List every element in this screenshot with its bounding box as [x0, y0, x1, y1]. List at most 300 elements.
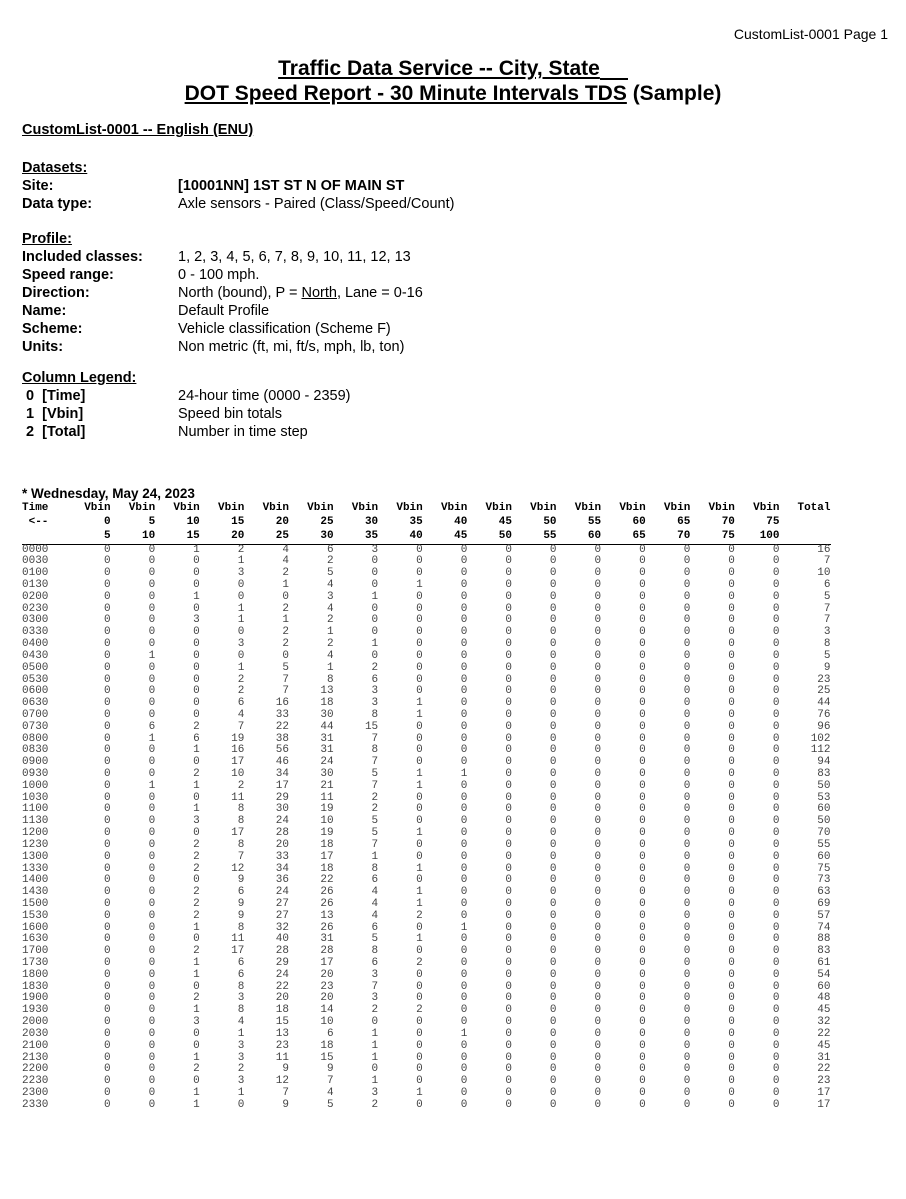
vbin-cell: 0 [505, 1004, 512, 1017]
vbin-cell: 33 [275, 708, 289, 721]
vbin-cell: 0 [416, 1075, 423, 1088]
time-cell: 1900 [22, 992, 49, 1005]
vbin-cell: 16 [275, 697, 289, 710]
vbin-cell: 3 [371, 968, 379, 981]
vbin-cell: 1 [148, 649, 156, 662]
vbin-cell: 0 [728, 980, 735, 993]
vbin-cell: 1 [371, 1039, 379, 1052]
vbin-cell: 2 [237, 685, 245, 698]
vbin-cell: 5 [282, 661, 289, 674]
vbin-cell: 0 [460, 1075, 468, 1088]
time-cell: 1500 [22, 897, 49, 910]
vbin-cell: 0 [728, 590, 735, 603]
vbin-cell: 0 [460, 567, 468, 580]
vbin-cell: 0 [549, 779, 557, 792]
vbin-cell: 0 [639, 1039, 646, 1052]
vbin-cell: 0 [594, 827, 602, 840]
vbin-cell: 0 [594, 661, 602, 674]
vbin-cell: 0 [148, 1086, 156, 1099]
time-cell: 1930 [22, 1004, 49, 1017]
vbin-cell: 0 [193, 791, 200, 804]
vbin-cell: 4 [282, 555, 289, 568]
vbin-cell: 0 [683, 897, 691, 910]
vbin-cell: 0 [103, 803, 111, 816]
vbin-cell: 0 [772, 768, 780, 781]
vbin-cell: 0 [639, 850, 646, 863]
vbin-cell: 0 [683, 992, 691, 1005]
vbin-cell: 20 [320, 968, 334, 981]
vbin-cell: 0 [594, 992, 602, 1005]
vbin-cell: 11 [231, 933, 245, 946]
vbin-cell: 0 [683, 638, 691, 651]
vbin-cell: 33 [275, 850, 289, 863]
vbin-cell: 40 [275, 933, 289, 946]
vbin-cell: 8 [237, 838, 245, 851]
vbin-cell: 7 [237, 850, 245, 863]
vbin-cell: 0 [416, 626, 423, 639]
vbin-header: Vbin [440, 502, 468, 514]
time-cell: 1600 [22, 921, 49, 934]
vbin-cell: 0 [505, 661, 512, 674]
vbin-cell: 0 [460, 1039, 468, 1052]
vbin-cell: 7 [282, 673, 289, 686]
vbin-cell: 0 [237, 1098, 245, 1111]
vbin-cell: 0 [103, 968, 111, 981]
total-cell: 73 [817, 874, 831, 887]
vbin-cell: 7 [282, 1086, 289, 1099]
vbin-cell: 5 [326, 567, 334, 580]
vbin-cell: 0 [728, 673, 735, 686]
vbin-cell: 0 [549, 567, 557, 580]
table-row [22, 686, 831, 698]
vbin-cell: 0 [594, 897, 602, 910]
vbin-cell: 0 [460, 897, 468, 910]
vbin-cell: 5 [371, 827, 379, 840]
vbin-cell: 1 [237, 614, 245, 627]
vbin-cell: 0 [639, 590, 646, 603]
total-cell: 63 [817, 886, 831, 899]
vbin-cell: 17 [320, 850, 334, 863]
vbin-cell: 0 [103, 779, 111, 792]
vbin-cell: 0 [237, 649, 245, 662]
vbin-cell: 0 [594, 968, 602, 981]
vbin-cell: 4 [326, 649, 334, 662]
vbin-cell: 0 [148, 590, 156, 603]
vbin-cell: 0 [148, 708, 156, 721]
vbin-cell: 0 [460, 638, 468, 651]
time-cell: 0000 [22, 543, 49, 556]
time-cell: 0030 [22, 555, 49, 568]
vbin-header: Vbin [173, 502, 200, 514]
time-cell: 2000 [22, 1016, 49, 1029]
time-cell: 0130 [22, 579, 49, 592]
vbin-cell: 0 [505, 957, 512, 970]
vbin-cell: 0 [193, 673, 200, 686]
vbin-cell: 0 [148, 685, 156, 698]
vbin-cell: 0 [505, 815, 512, 828]
vbin-cell: 0 [148, 838, 156, 851]
vbin-cell: 0 [103, 579, 111, 592]
table-row [22, 1017, 831, 1029]
vbin-cell: 0 [728, 886, 735, 899]
total-cell: 112 [810, 744, 831, 757]
vbin-cell: 0 [148, 921, 156, 934]
table-row [22, 769, 831, 781]
units-value: Non metric (ft, mi, ft/s, mph, lb, ton) [178, 339, 405, 355]
vbin-cell: 0 [193, 1039, 200, 1052]
vbin-cell: 0 [460, 815, 468, 828]
vbin-cell: 0 [594, 697, 602, 710]
vbin-cell: 12 [275, 1075, 289, 1088]
table-row [22, 982, 831, 994]
vbin-cell: 0 [148, 933, 156, 946]
table-row [22, 923, 831, 935]
vbin-cell: 0 [772, 779, 780, 792]
vbin-cell: 4 [237, 1016, 245, 1029]
vbin-cell: 0 [460, 827, 468, 840]
vbin-cell: 0 [193, 1075, 200, 1088]
vbin-cell: 17 [275, 779, 289, 792]
vbin-cell: 0 [148, 768, 156, 781]
vbin-cell: 0 [594, 1063, 602, 1076]
vbin-cell: 0 [505, 673, 512, 686]
vbin-cell: 15 [275, 1016, 289, 1029]
vbin-cell: 0 [505, 992, 512, 1005]
vbin-cell: 0 [772, 567, 780, 580]
vbin-cell: 0 [193, 685, 200, 698]
vbin-cell: 0 [772, 708, 780, 721]
total-cell: 50 [817, 815, 831, 828]
vbin-cell: 0 [594, 862, 602, 875]
vbin-cell: 0 [460, 697, 468, 710]
vbin-cell: 0 [594, 708, 602, 721]
table-row [22, 1088, 831, 1100]
vbin-cell: 8 [237, 1004, 245, 1017]
vbin-cell: 0 [148, 697, 156, 710]
vbin-cell: 24 [320, 756, 334, 769]
vbin-cell: 0 [460, 543, 468, 556]
vbin-cell: 0 [549, 1098, 557, 1111]
vbin-cell: 2 [193, 886, 200, 899]
bin-high-header: 10 [111, 529, 156, 544]
vbin-cell: 0 [549, 1063, 557, 1076]
vbin-cell: 0 [193, 874, 200, 887]
vbin-cell: 0 [505, 886, 512, 899]
vbin-cell: 0 [549, 1075, 557, 1088]
time-cell: 1430 [22, 886, 49, 899]
vbin-cell: 0 [549, 874, 557, 887]
vbin-cell: 1 [237, 602, 245, 615]
table-row [22, 615, 831, 627]
vbin-cell: 0 [505, 579, 512, 592]
vbin-cell: 1 [416, 579, 423, 592]
vbin-cell: 0 [549, 697, 557, 710]
vbin-cell: 0 [594, 626, 602, 639]
vbin-cell: 0 [103, 673, 111, 686]
vbin-cell: 30 [320, 708, 334, 721]
vbin-cell: 0 [594, 1086, 602, 1099]
data-type-row [22, 195, 454, 213]
vbin-cell: 1 [193, 1051, 200, 1064]
vbin-cell: 0 [683, 803, 691, 816]
classes-label: Included classes: [22, 249, 143, 265]
vbin-cell: 7 [237, 720, 245, 733]
vbin-cell: 19 [320, 827, 334, 840]
vbin-cell: 0 [460, 957, 468, 970]
vbin-cell: 18 [320, 838, 334, 851]
bin-high-header: 20 [200, 529, 245, 544]
header-row-1 [22, 501, 831, 515]
vbin-cell: 0 [549, 649, 557, 662]
table-row [22, 580, 831, 592]
vbin-cell: 0 [148, 1051, 156, 1064]
vbin-cell: 0 [594, 543, 602, 556]
vbin-cell: 0 [460, 862, 468, 875]
vbin-cell: 0 [237, 590, 245, 603]
vbin-cell: 2 [193, 1063, 200, 1076]
vbin-cell: 0 [549, 803, 557, 816]
time-cell: 0830 [22, 744, 49, 757]
vbin-cell: 2 [416, 909, 423, 922]
speed-value: 0 - 100 mph. [178, 267, 260, 283]
vbin-cell: 0 [728, 661, 735, 674]
vbin-cell: 0 [683, 661, 691, 674]
direction-suffix: , Lane = 0-16 [336, 285, 423, 301]
vbin-cell: 0 [505, 1016, 512, 1029]
vbin-cell: 0 [103, 827, 111, 840]
time-cell: 1030 [22, 791, 49, 804]
table-row [22, 970, 831, 982]
vbin-cell: 0 [549, 1027, 557, 1040]
vbin-cell: 0 [148, 567, 156, 580]
vbin-cell: 0 [683, 909, 691, 922]
vbin-cell: 0 [683, 567, 691, 580]
vbin-cell: 0 [639, 732, 646, 745]
time-cell: 2030 [22, 1027, 49, 1040]
vbin-cell: 5 [371, 933, 379, 946]
vbin-cell: 0 [416, 661, 423, 674]
vbin-cell: 3 [237, 992, 245, 1005]
vbin-cell: 0 [772, 921, 780, 934]
vbin-cell: 0 [505, 1051, 512, 1064]
vbin-cell: 28 [275, 945, 289, 958]
time-cell: 0330 [22, 626, 49, 639]
vbin-cell: 0 [193, 1027, 200, 1040]
vbin-cell: 0 [639, 827, 646, 840]
vbin-cell: 0 [505, 897, 512, 910]
vbin-cell: 0 [594, 791, 602, 804]
total-cell: 88 [817, 933, 831, 946]
vbin-cell: 17 [320, 957, 334, 970]
name-value: Default Profile [178, 303, 270, 319]
vbin-cell: 0 [505, 1027, 512, 1040]
vbin-cell: 0 [594, 933, 602, 946]
vbin-cell: 0 [549, 957, 557, 970]
time-cell: 0100 [22, 567, 49, 580]
vbin-cell: 0 [505, 590, 512, 603]
vbin-cell: 0 [460, 732, 468, 745]
table-row [22, 852, 831, 864]
vbin-cell: 19 [231, 732, 245, 745]
vbin-cell: 0 [728, 1063, 735, 1076]
vbin-cell: 0 [728, 543, 735, 556]
vbin-cell: 0 [103, 567, 111, 580]
vbin-cell: 0 [505, 921, 512, 934]
time-cell: 1300 [22, 850, 49, 863]
vbin-cell: 0 [728, 1051, 735, 1064]
vbin-cell: 0 [683, 1075, 691, 1088]
vbin-cell: 0 [594, 614, 602, 627]
vbin-cell: 0 [772, 957, 780, 970]
bin-high-header: 15 [155, 529, 200, 544]
vbin-cell: 0 [103, 697, 111, 710]
legend-section [22, 369, 351, 441]
vbin-cell: 0 [728, 708, 735, 721]
time-cell: 2100 [22, 1039, 49, 1052]
total-cell: 57 [817, 909, 831, 922]
vbin-cell: 0 [639, 697, 646, 710]
vbin-cell: 0 [103, 543, 111, 556]
vbin-cell: 0 [594, 590, 602, 603]
vbin-cell: 3 [237, 1075, 245, 1088]
data-type-value: Axle sensors - Paired (Class/Speed/Count) [178, 196, 455, 212]
vbin-cell: 0 [639, 862, 646, 875]
legend-row [22, 387, 351, 405]
vbin-cell: 0 [728, 768, 735, 781]
vbin-cell: 3 [237, 567, 245, 580]
vbin-cell: 0 [549, 768, 557, 781]
vbin-cell: 0 [505, 638, 512, 651]
vbin-cell: 5 [371, 768, 379, 781]
vbin-cell: 19 [320, 803, 334, 816]
time-cell: 1100 [22, 803, 49, 816]
vbin-cell: 1 [371, 850, 379, 863]
vbin-cell: 0 [594, 945, 602, 958]
vbin-cell: 20 [275, 838, 289, 851]
table-row [22, 1100, 831, 1112]
vbin-cell: 0 [148, 673, 156, 686]
vbin-cell: 0 [505, 543, 512, 556]
vbin-cell: 29 [275, 957, 289, 970]
vbin-cell: 0 [103, 1086, 111, 1099]
vbin-cell: 3 [237, 638, 245, 651]
vbin-cell: 0 [460, 945, 468, 958]
vbin-cell: 1 [371, 1051, 379, 1064]
vbin-cell: 0 [594, 815, 602, 828]
bin-high-header: 65 [601, 529, 646, 544]
vbin-cell: 1 [416, 1086, 423, 1099]
total-header: Total [797, 502, 831, 514]
vbin-cell: 0 [103, 614, 111, 627]
table-row [22, 1064, 831, 1076]
table-row [22, 875, 831, 887]
vbin-cell: 0 [683, 791, 691, 804]
vbin-cell: 1 [148, 779, 156, 792]
table-row [22, 651, 831, 663]
vbin-cell: 13 [320, 685, 334, 698]
vbin-cell: 0 [460, 1004, 468, 1017]
vbin-cell: 0 [549, 968, 557, 981]
vbin-header: Vbin [708, 502, 735, 514]
vbin-cell: 1 [282, 614, 289, 627]
vbin-cell: 0 [505, 555, 512, 568]
vbin-cell: 0 [639, 661, 646, 674]
vbin-cell: 0 [639, 567, 646, 580]
vbin-cell: 0 [549, 827, 557, 840]
vbin-cell: 0 [728, 1075, 735, 1088]
vbin-cell: 17 [231, 945, 245, 958]
vbin-cell: 0 [594, 886, 602, 899]
vbin-cell: 0 [148, 945, 156, 958]
vbin-cell: 0 [549, 555, 557, 568]
vbin-cell: 4 [371, 909, 379, 922]
vbin-cell: 0 [460, 602, 468, 615]
vbin-cell: 0 [549, 732, 557, 745]
vbin-cell: 11 [231, 791, 245, 804]
vbin-cell: 0 [772, 590, 780, 603]
header-row-2 [22, 515, 831, 529]
vbin-cell: 3 [237, 1039, 245, 1052]
time-cell: 2230 [22, 1075, 49, 1088]
vbin-cell: 0 [505, 1075, 512, 1088]
vbin-cell: 0 [594, 779, 602, 792]
vbin-cell: 0 [772, 850, 780, 863]
vbin-cell: 0 [772, 1075, 780, 1088]
vbin-cell: 0 [594, 874, 602, 887]
name-label: Name: [22, 303, 67, 319]
vbin-cell: 0 [148, 1039, 156, 1052]
vbin-cell: 9 [282, 1098, 289, 1111]
profile-section [22, 230, 423, 356]
vbin-cell: 0 [103, 661, 111, 674]
vbin-cell: 2 [193, 862, 200, 875]
vbin-cell: 0 [505, 850, 512, 863]
vbin-cell: 28 [320, 945, 334, 958]
vbin-cell: 0 [639, 555, 646, 568]
legend-value: 24-hour time (0000 - 2359) [178, 388, 351, 404]
total-cell: 54 [817, 968, 831, 981]
bin-high-header: 100 [735, 529, 780, 544]
vbin-cell: 0 [460, 1098, 468, 1111]
vbin-cell: 0 [103, 791, 111, 804]
vbin-cell: 1 [193, 1004, 200, 1017]
vbin-cell: 3 [193, 815, 200, 828]
time-cell: 1400 [22, 874, 49, 887]
vbin-cell: 0 [639, 1063, 646, 1076]
vbin-cell: 0 [683, 744, 691, 757]
time-header: Time [22, 502, 49, 514]
total-cell: 17 [817, 1098, 831, 1111]
time-sub-header: <-- [22, 516, 49, 529]
vbin-cell: 2 [371, 1098, 379, 1111]
report-title-main: DOT Speed Report - 30 Minute Intervals TDS [184, 82, 627, 105]
vbin-cell: 3 [326, 590, 334, 603]
vbin-cell: 11 [275, 1051, 289, 1064]
vbin-cell: 24 [275, 886, 289, 899]
vbin-cell: 0 [683, 1016, 691, 1029]
vbin-cell: 0 [639, 1051, 646, 1064]
vbin-cell: 0 [639, 1086, 646, 1099]
vbin-cell: 10 [320, 815, 334, 828]
vbin-cell: 2 [237, 779, 245, 792]
total-cell: 16 [817, 543, 831, 556]
vbin-cell: 0 [549, 744, 557, 757]
table-row [22, 946, 831, 958]
vbin-cell: 0 [639, 874, 646, 887]
vbin-cell: 6 [371, 957, 379, 970]
vbin-cell: 0 [639, 768, 646, 781]
report-title-org: Traffic Data Service -- City, State [278, 57, 600, 80]
